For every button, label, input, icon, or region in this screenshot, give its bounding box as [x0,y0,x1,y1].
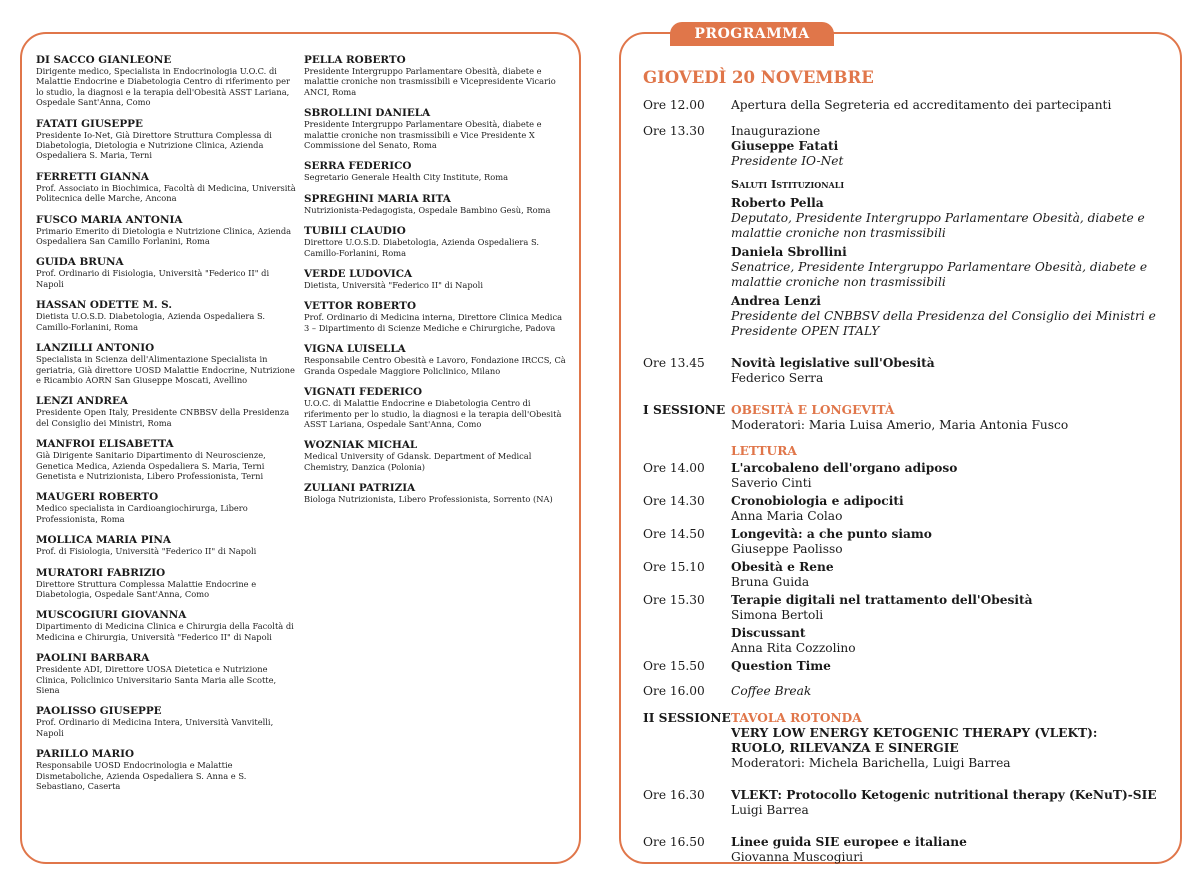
talk-title: Question Time [731,659,831,673]
faculty-role: Direttore Struttura Complessa Malattie Endocrine e Diabetologia, Ospedale Sant'Anna, Como [36,578,257,599]
time-label: Ore 13.45 [643,356,705,370]
faculty-member [36,118,298,161]
speaker-name: Bruna Guida [731,575,810,589]
faculty-name: SPREGHINI MARIA RITA [304,192,451,205]
faculty-member [36,652,298,695]
speaker-name: Simona Bertoli [731,608,824,622]
faculty-name: LENZI ANDREA [36,395,128,408]
faculty-name: ZULIANI PATRIZIA [304,482,416,495]
talks-list [643,461,1173,623]
lettura-label: LETTURA [731,444,797,458]
talk-title: Obesità e Rene [731,560,834,574]
time-label: Ore 13.30 [643,124,705,138]
faculty-member [304,193,566,215]
speaker-name: Luigi Barrea [731,803,809,817]
saluti-block [643,177,1173,339]
faculty-member [36,299,298,332]
speaker-name: Giuseppe Fatati [731,139,839,153]
session-title: OBESITÀ E LONGEVITÀ [731,403,895,417]
speaker-name: Daniela Sbrollini [731,245,847,259]
faculty-role: Biologa Nutrizionista, Libero Professionista, Sorrento (NA) [304,494,553,505]
session-subtitle: RUOLO, RILEVANZA E SINERGIE [731,741,959,755]
speaker-name: Giovanna Muscogiuri [731,850,863,864]
time-label: Ore 16.50 [643,835,705,849]
faculty-name: HASSAN ODETTE M. S. [36,299,172,312]
program-schedule [643,98,1173,865]
speaker-name: Andrea Lenzi [731,294,821,308]
session-2-header [643,711,1173,771]
saluti-title: Saluti Istituzionali [731,177,845,191]
time-label: Ore 15.50 [643,659,705,673]
faculty-name: GUIDA BRUNA [36,256,124,269]
faculty-role: Medico specialista in Cardioangiochirurga, Libero Professionista, Roma [36,503,248,524]
faculty-role: Prof. Ordinario di Medicina Intera, Università Vanvitelli, Napoli [36,717,274,738]
faculty-name: PELLA ROBERTO [304,54,406,66]
talk-title: Coffee Break [731,684,812,698]
faculty-name: MURATORI FABRIZIO [36,566,166,579]
day-heading: GIOVEDÌ 20 NOVEMBRE [643,68,874,87]
faculty-member [304,54,566,97]
faculty-column-2 [304,54,566,515]
discussant-row [643,626,1173,656]
faculty-name: MOLLICA MARIA PINA [36,534,171,547]
faculty-role: Già Dirigente Sanitario Dipartimento di Neuroscienze, Genetica Medica, Azienda Ospedaliera S. Maria, Terni Genetista e Nutrizionista, Libero Professionista, Terni [36,450,266,481]
faculty-role: Nutrizionista-Pedagogista, Ospedale Bambino Gesù, Roma [304,204,551,215]
faculty-member [36,54,298,108]
speaker-role: Deputato, Presidente Intergruppo Parlamentare Obesità, diabete e malattie croniche non trasmissibili [731,211,1145,240]
speaker-name: Anna Rita Cozzolino [731,641,856,655]
schedule-row [643,788,1173,818]
faculty-member [36,342,298,385]
faculty-member [36,534,298,556]
faculty-name: VIGNATI FEDERICO [304,386,423,399]
faculty-name: MANFROI ELISABETTA [36,438,174,451]
faculty-role: Presidente ADI, Direttore UOSA Dietetica e Nutrizione Clinica, Policlinico Universitario Santa Maria alle Scotte, Siena [36,664,277,695]
faculty-role: Dietista, Università "Federico II" di Napoli [304,280,483,291]
faculty-name: DI SACCO GIANLEONE [36,54,172,66]
faculty-name: MUSCOGIURI GIOVANNA [36,609,187,622]
talk-row [643,461,1173,491]
program-banner: PROGRAMMA [670,22,834,46]
faculty-name: PAOLINI BARBARA [36,652,150,665]
talk-title: Longevità: a che punto siamo [731,527,932,541]
session-text: Inaugurazione [731,124,821,138]
discussant-title: Discussant [731,626,806,640]
speaker-role: Presidente IO-Net [731,154,844,168]
faculty-name: MAUGERI ROBERTO [36,491,159,504]
faculty-role: Dietista U.O.S.D. Diabetologia, Azienda Ospedaliera S. Camillo-Forlanini, Roma [36,311,265,332]
faculty-name: PAOLISSO GIUSEPPE [36,705,162,718]
faculty-role: Medical University of Gdansk. Department of Medical Chemistry, Danzica (Polonia) [304,451,532,472]
schedule-row [643,659,1173,674]
faculty-name: TUBILI CLAUDIO [304,225,406,238]
time-label: Ore 15.10 [643,560,705,574]
speaker-name: Federico Serra [731,371,824,385]
faculty-role: Segretario Generale Health City Institute, Roma [304,172,509,183]
talk-row [643,527,1173,557]
schedule-row [643,684,1173,699]
session-text: Apertura della Segreteria ed accreditamento dei partecipanti [731,98,1112,112]
faculty-name: LANZILLI ANTONIO [36,342,155,355]
faculty-member [36,491,298,524]
faculty-member [304,160,566,182]
faculty-name: FATATI GIUSEPPE [36,117,143,130]
time-label: Ore 12.00 [643,98,705,112]
faculty-member [36,438,298,481]
speaker-name: Giuseppe Paolisso [731,542,843,556]
talk-title: Linee guida SIE europee e italiane [731,835,967,849]
faculty-role: Prof. Ordinario di Fisiologia, Università "Federico II" di Napoli [36,268,270,289]
faculty-member [304,268,566,290]
faculty-role: U.O.C. di Malattie Endocrine e Diabetologia Centro di riferimento per lo studio, la diagnosi e la terapia dell'Obesità ASST Lariana, Ospedale Sant'Anna, Como [304,398,562,429]
faculty-member [36,609,298,642]
faculty-member [304,300,566,333]
talk-row [643,560,1173,590]
faculty-role: Prof. Associato in Biochimica, Facoltà di Medicina, Università Politecnica delle Marche, Ancona [36,182,296,204]
faculty-role: Presidente Intergruppo Parlamentare Obesità, diabete e malattie croniche non trasmissibili e Vicepresidente Vicario ANCI, Roma [304,66,556,97]
speaker-name: Anna Maria Colao [731,509,843,523]
time-label: Ore 16.30 [643,788,705,802]
faculty-member [36,171,298,204]
faculty-member [36,567,298,600]
faculty-role: Dirigente medico, Specialista in Endocrinologia U.O.C. di Malattie Endocrine e Diabetologia Centro di riferimento per lo studio, la diagnosi e la terapia dell'Obesità ASST Lariana, Ospedale Sant'Anna, Como [36,66,290,108]
talk-title: Novità legislative sull'Obesità [731,356,935,370]
faculty-member [304,386,566,429]
schedule-row [643,835,1173,865]
faculty-role: Presidente Intergruppo Parlamentare Obesità, diabete e malattie croniche non trasmissibili e Vice Presidente X Commissione del Senato, Roma [304,119,542,151]
faculty-column-1 [36,54,298,801]
faculty-member [304,225,566,258]
faculty-role: Primario Emerito di Dietologia e Nutrizione Clinica, Azienda Ospedaliera San Camillo Forlanini, Roma [36,225,292,247]
faculty-member [36,395,298,428]
schedule-row [643,98,1173,113]
faculty-role: Presidente Open Italy, Presidente CNBBSV della Presidenza del Consiglio dei Ministri, Roma [36,407,290,428]
time-label: Ore 16.00 [643,684,705,698]
faculty-role: Specialista in Scienza dell'Alimentazione Specialista in geriatria, Già direttore UOSD Malattie Endocrine, Nutrizione e Ricambio AORN San Giuseppe Moscati, Avellino [36,354,295,385]
faculty-role: Prof. di Fisiologia, Università "Federico II" di Napoli [36,546,257,557]
faculty-role: Dipartimento di Medicina Clinica e Chirurgia della Facoltà di Medicina e Chirurgia, Università "Federico II" di Napoli [36,621,294,642]
talk-title: L'arcobaleno dell'organo adiposo [731,461,958,475]
time-label: Ore 14.50 [643,527,705,541]
talk-row [643,494,1173,524]
session-label: II SESSIONE [643,711,731,725]
session-1-header [643,403,1173,433]
moderators: Moderatori: Michela Barichella, Luigi Barrea [731,756,1011,770]
time-label: Ore 14.30 [643,494,705,508]
faculty-role: Prof. Ordinario di Medicina interna, Direttore Clinica Medica 3 – Dipartimento di Scienze Mediche e Chirurgiche, Padova [304,312,563,333]
time-label: Ore 15.30 [643,593,705,607]
faculty-name: PARILLO MARIO [36,748,135,761]
faculty-member [36,705,298,738]
faculty-member [304,107,566,150]
moderators: Moderatori: Maria Luisa Amerio, Maria Antonia Fusco [731,418,1069,432]
faculty-member [304,343,566,376]
faculty-name: VERDE LUDOVICA [304,268,413,281]
faculty-member [36,748,298,791]
schedule-row [643,356,1173,386]
talk-title: VLEKT: Protocollo Ketogenic nutritional therapy (KeNuT)-SIE [731,788,1157,802]
faculty-name: SBROLLINI DANIELA [304,107,431,120]
talk-row [643,593,1173,623]
speaker-name: Roberto Pella [731,196,824,210]
faculty-name: SERRA FEDERICO [304,160,412,173]
talk-title: Terapie digitali nel trattamento dell'Obesità [731,593,1033,607]
speaker-role: Presidente del CNBBSV della Presidenza del Consiglio dei Ministri e Presidente OPEN ITALY [731,309,1156,338]
faculty-member [36,256,298,289]
schedule-row [643,124,1173,169]
faculty-name: FUSCO MARIA ANTONIA [36,213,183,226]
speaker-name: Saverio Cinti [731,476,812,490]
faculty-member [36,214,298,247]
session-subtitle: VERY LOW ENERGY KETOGENIC THERAPY (VLEKT): [731,726,1098,740]
time-label: Ore 14.00 [643,461,705,475]
faculty-member [304,482,566,504]
faculty-name: VIGNA LUISELLA [304,343,406,356]
faculty-role: Direttore U.O.S.D. Diabetologia, Azienda Ospedaliera S. Camillo-Forlanini, Roma [304,237,539,258]
talk-title: Cronobiologia e adipociti [731,494,904,508]
faculty-role: Responsabile UOSD Endocrinologia e Malattie Dismetaboliche, Azienda Ospedaliera S. Anna e S. Sebastiano, Caserta [36,760,247,792]
faculty-name: WOZNIAK MICHAL [304,439,418,452]
faculty-name: VETTOR ROBERTO [304,300,417,313]
speaker-role: Senatrice, Presidente Intergruppo Parlamentare Obesità, diabete e malattie croniche non trasmissibili [731,260,1148,289]
faculty-role: Responsabile Centro Obesità e Lavoro, Fondazione IRCCS, Cà Granda Ospedale Maggiore Policlinico, Milano [304,355,566,376]
session-title: TAVOLA ROTONDA [731,711,862,725]
faculty-member [304,439,566,472]
faculty-role: Presidente Io-Net, Già Direttore Struttura Complessa di Diabetologia, Dietologia e Nutrizione Clinica, Azienda Ospedaliera S. Maria, Terni [36,129,272,161]
faculty-name: FERRETTI GIANNA [36,170,149,183]
session-label: I SESSIONE [643,403,726,417]
